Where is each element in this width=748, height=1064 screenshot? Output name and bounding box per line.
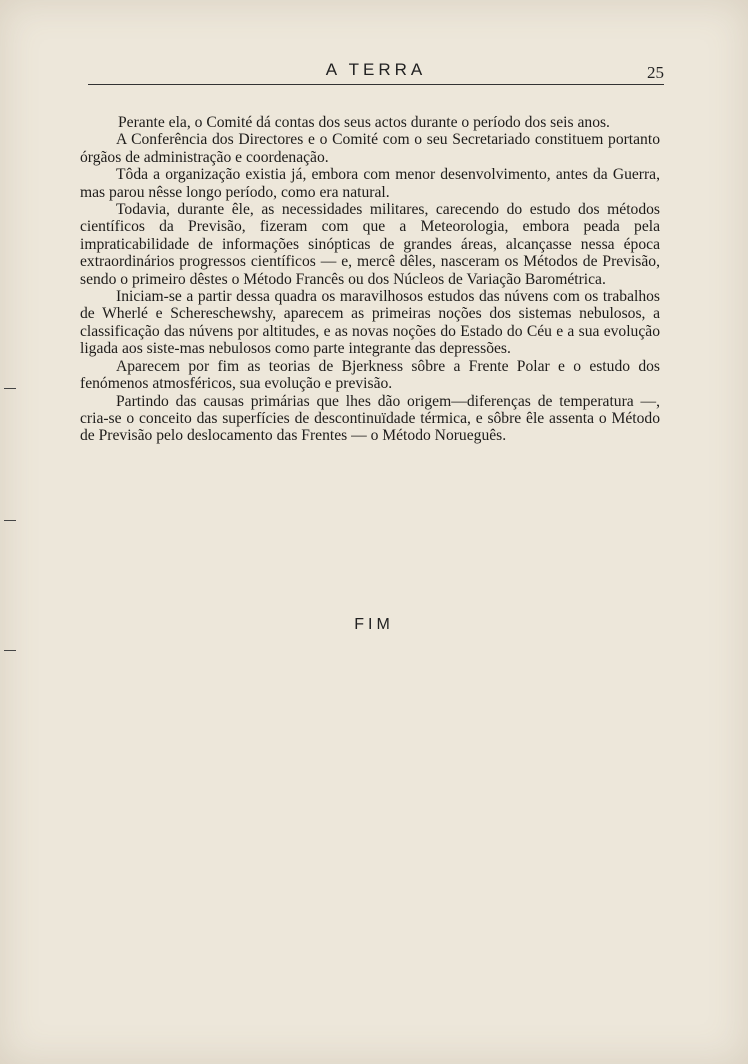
paragraph: Perante ela, o Comité dá contas dos seus actos durante o período dos seis anos. xyxy=(118,114,610,131)
binding-edge-marks xyxy=(0,380,20,680)
running-title: A TERRA xyxy=(325,60,427,79)
paragraph: Aparecem por fim as teorias de Bjerkness sôbre a Frente Polar e o estudo dos fenómenos atmosféricos, sua evolução e previsão. xyxy=(80,357,660,393)
paragraph: A Conferência dos Directores e o Comité com o seu Secretariado constituem portanto órgãos de administração e coordenação. xyxy=(80,131,660,166)
page-header xyxy=(88,60,664,92)
header-rule xyxy=(88,84,664,86)
paragraph: Iniciam-se a partir dessa quadra os maravilhosos estudos das núvens com os trabalhos de Wherlé e Schereschewshy, aparecem as primeiras noções dos sistemas nebulosos, a classificação das núvens por altitudes, e as novas noções do Estado do Céu e a sua evolução ligada aos siste-mas nebulosos como parte integrante das depressões. xyxy=(80,288,660,358)
page-number: 25 xyxy=(647,63,664,82)
paragraph: Todavia, durante êle, as necessidades militares, carecendo do estudo dos métodos científicos da Previsão, fizeram com que a Meteorologia, embora peada pela impraticabilidade de informações sinópticas de grandes áreas, alcançasse nessa época extraordinários progressos científicos — e, mercê dêles, nasceram os Métodos de Previsão, sendo o primeiro dêstes o Método Francês ou dos Núcleos de Variação Barométrica. xyxy=(80,201,660,288)
end-mark: FIM xyxy=(354,616,394,633)
paragraph: Partindo das causas primárias que lhes dão origem—diferenças de temperatura —, cria-se o conceito das superfícies de descontinuïdade térmica, e sôbre êle assenta o Método de Previsão pelo deslocamento das Frentes — o Método Norueguês. xyxy=(80,392,660,445)
body-text xyxy=(80,114,660,445)
paragraph: Tôda a organização existia já, embora com menor desenvolvimento, antes da Guerra, mas parou nêsse longo período, como era natural. xyxy=(80,166,660,201)
